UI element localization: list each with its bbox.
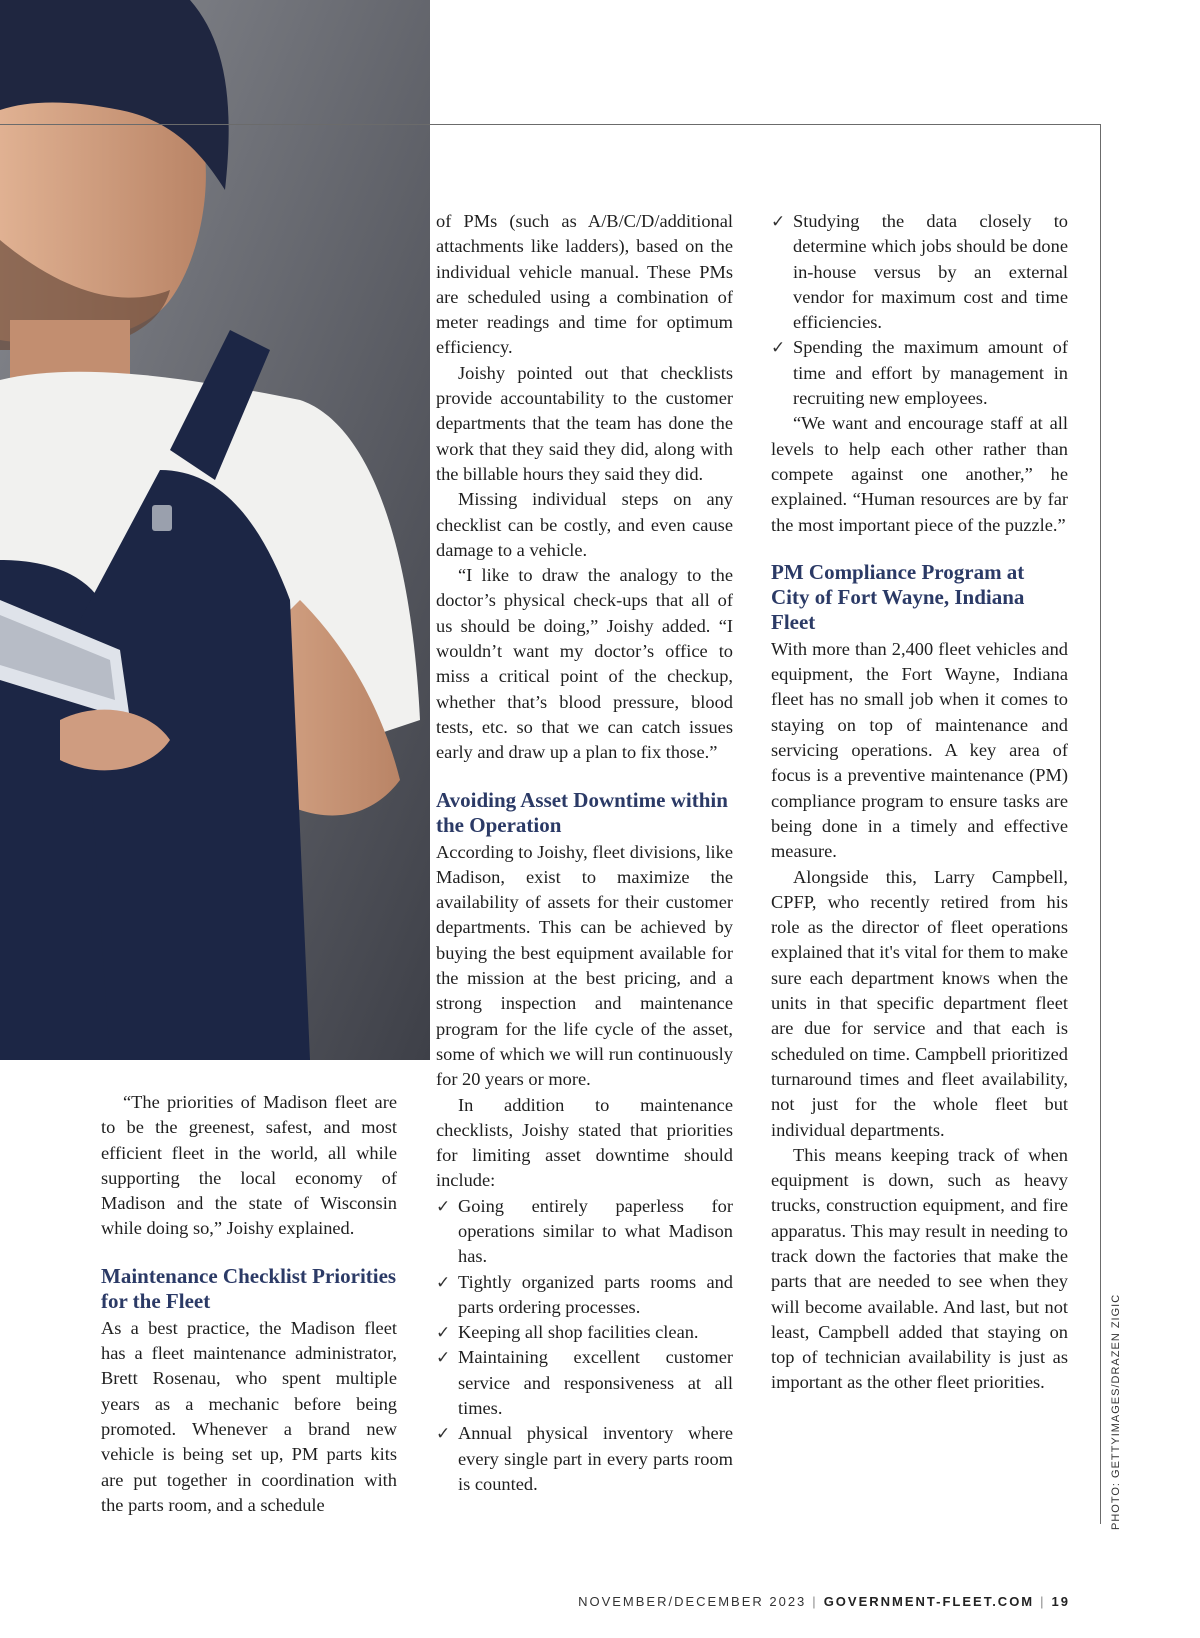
checklist-item: [436, 1194, 733, 1270]
top-rule: [0, 124, 1101, 125]
section-heading: Avoiding Asset Downtime within the Operation: [436, 787, 728, 837]
checklist-text: Tightly organized parts rooms and parts ordering processes.: [458, 1271, 733, 1317]
paragraph: In addition to maintenance checklists, Joishy stated that priorities for limiting asset downtime should include:: [436, 1094, 733, 1191]
checklist-item: [771, 209, 1068, 335]
page-number: 19: [1051, 1594, 1070, 1609]
check-icon: ✓: [771, 338, 786, 358]
footer-divider: |: [1040, 1594, 1046, 1609]
paragraph: Missing individual steps on any checklist can be costly, and even cause damage to a vehicle.: [436, 489, 733, 560]
section-heading: PM Compliance Program at City of Fort Wayne, Indiana Fleet: [771, 559, 1025, 634]
site-name: GOVERNMENT-FLEET.COM: [823, 1594, 1035, 1609]
checklist-item: [436, 1345, 733, 1421]
checklist-item: [436, 1270, 733, 1321]
checklist-text: Keeping all shop facilities clean.: [458, 1322, 699, 1343]
checklist-text: Spending the maximum amount of time and effort by management in recruiting new employees.: [793, 337, 1068, 409]
column-2: [436, 209, 733, 1497]
paragraph: Joishy pointed out that checklists provide accountability to the customer departments that the team has done the work that they said they did, along with the billable hours they said they did.: [436, 362, 733, 484]
mechanic-photo: [0, 0, 430, 1060]
paragraph: “We want and encourage staff at all levels to help each other rather than compete against one another,” he explained. “Human resources are by far the most important piece of the puzzle.”: [771, 413, 1068, 535]
paragraph: Alongside this, Larry Campbell, CPFP, who recently retired from his role as the director of fleet operations explained that it's vital for them to make sure each department knows when the units in that specific department fleet are due for service and that each is scheduled on time. Campbell prioritized turnaround times and fleet availability, not just for the whole fleet but individual departments.: [771, 866, 1068, 1140]
paragraph: According to Joishy, fleet divisions, like Madison, exist to maximize the availability of assets for their customer departments. This can be achieved by buying the best equipment available for the mission at the best pricing, and a strong inspection and maintenance program for the life cycle of the asset, some of which we will run continuously for 20 years or more.: [436, 841, 733, 1090]
footer-divider: |: [812, 1594, 818, 1609]
issue-date: NOVEMBER/DECEMBER 2023: [578, 1594, 807, 1609]
check-icon: ✓: [436, 1323, 451, 1343]
check-icon: ✓: [436, 1424, 451, 1444]
checklist-text: Maintaining excellent customer service and responsiveness at all times.: [458, 1347, 733, 1419]
check-icon: ✓: [436, 1196, 451, 1216]
page-footer: [578, 1594, 1070, 1609]
paragraph: “The priorities of Madison fleet are to be the greenest, safest, and most efficient fleet in the world, all while supporting the local economy of Madison and the state of Wisconsin while doing so,” Joishy explained.: [101, 1092, 397, 1239]
check-icon: ✓: [771, 212, 786, 231]
paragraph: With more than 2,400 fleet vehicles and equipment, the Fort Wayne, Indiana fleet has no small job when it comes to staying on top of maintenance and servicing operations. A key area of focus is a preventive maintenance (PM) compliance program to ensure tasks are being done in a timely and effective measure.: [771, 638, 1068, 862]
checklist-item: [436, 1320, 733, 1345]
column-3: [771, 209, 1068, 1396]
paragraph: As a best practice, the Madison fleet has a fleet maintenance administrator, Brett Rosenau, who spent multiple years as a mechanic before being promoted. Whenever a brand new vehicle is being set up, PM parts kits are put together in coordination with the parts room, and a schedule: [101, 1317, 397, 1515]
checklist-text: Studying the data closely to determine which jobs should be done in-house versus by an external vendor for maximum cost and time efficiencies.: [793, 211, 1068, 333]
checklist-text: Going entirely paperless for operations similar to what Madison has.: [458, 1195, 733, 1267]
checklist-item: [771, 335, 1068, 411]
check-icon: ✓: [436, 1348, 451, 1368]
paragraph: of PMs (such as A/B/C/D/additional attachments like ladders), based on the individual vehicle manual. These PMs are scheduled using a combination of meter readings and time for optimum efficiency.: [436, 211, 733, 358]
right-rule: [1100, 124, 1101, 1524]
paragraph: This means keeping track of when equipment is down, such as heavy trucks, construction equipment, and fire apparatus. This may result in needing to track down the factories that make the parts that are needed to see when they will become available. And last, but not least, Campbell added that staying on top of technician availability is just as important as the other fleet priorities.: [771, 1144, 1068, 1393]
section-heading: Maintenance Checklist Priorities for the Fleet: [101, 1263, 397, 1313]
checklist: [771, 209, 1068, 411]
check-icon: ✓: [436, 1272, 451, 1292]
paragraph: “I like to draw the analogy to the doctor’s physical check-ups that all of us should be doing,” Joishy added. “I wouldn’t want my doctor’s office to miss a critical point of the checkup, whether that’s blood pressure, blood tests, etc. so that we can catch issues early and draw up a plan to fix those.”: [436, 565, 733, 763]
column-1: [101, 1090, 397, 1518]
photo-credit: PHOTO: GETTYIMAGES/DRAZEN ZIGIC: [1110, 1293, 1122, 1530]
checklist-text: Annual physical inventory where every single part in every parts room is counted.: [458, 1423, 733, 1494]
checklist: [436, 1194, 733, 1498]
checklist-item: [436, 1421, 733, 1497]
